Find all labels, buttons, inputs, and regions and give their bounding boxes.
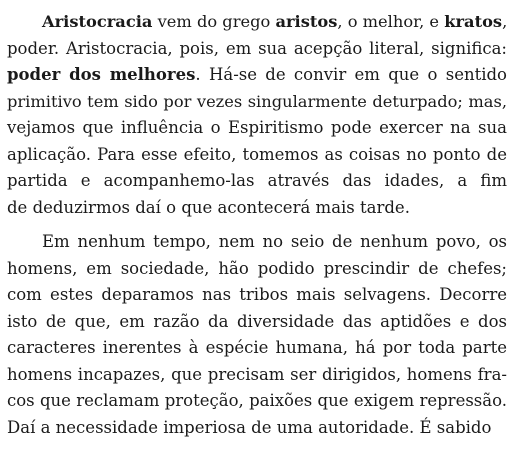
text-run: poder. Aristocracia, pois, em sua acepção literal, significa: [7,38,507,58]
text-line [7,89,507,116]
bold-term: kratos [444,12,503,31]
text-line [7,229,507,256]
text-run: cos que reclamam proteção, paixões que exigem repressão. [7,391,507,410]
text-line [7,115,507,142]
text-run: com estes deparamos nas tribos mais selvagens. Decorre [7,285,507,304]
text-run: homens, em sociedade, hão podido prescindir de chefes; [7,258,507,278]
text-run: . Há-se de convir em que o sentido [195,65,507,84]
text-run: homens incapazes, que precisam ser dirigidos, homens fra- [7,364,507,384]
text-line [7,9,507,36]
text-line [7,282,507,309]
text-run: vem do grego [152,12,276,31]
text-line [7,168,507,195]
text-run: primitivo tem sido por vezes singularmente deturpado; mas, [7,91,507,111]
text-run: de deduzirmos daí o que acontecerá mais tarde. [7,197,410,217]
text-line [7,335,507,362]
text-run: Em nenhum tempo, nem no seio de nenhum povo, os [42,232,507,251]
text-run: aplicação. Para esse efeito, tomemos as coisas no ponto de [7,144,507,164]
text-line [7,195,507,222]
bold-term: poder dos melhores [7,65,196,84]
text-run: , o melhor, e [337,12,445,31]
text-line [7,142,507,169]
bold-term: aristos [275,12,338,31]
text-body [7,9,515,441]
paragraph [7,9,507,221]
text-run: partida e acompanhemo-las através das idades, a fim [7,171,507,190]
text-run: caracteres inerentes à espécie humana, há por toda parte [7,338,507,357]
text-line [7,256,507,283]
text-line [7,415,507,442]
text-line [7,36,507,63]
text-run: isto de que, em razão da diversidade das aptidões e dos [7,311,507,331]
bold-term: Aristocracia [42,12,153,31]
paragraph [7,229,507,441]
text-run: Daí a necessidade imperiosa de uma autoridade. É sabido [7,417,492,437]
text-line [7,62,507,89]
text-run: , [502,12,508,31]
text-run: vejamos que influência o Espiritismo pode exercer na sua [7,118,507,137]
text-line [7,309,507,336]
text-line [7,388,507,415]
text-line [7,362,507,389]
